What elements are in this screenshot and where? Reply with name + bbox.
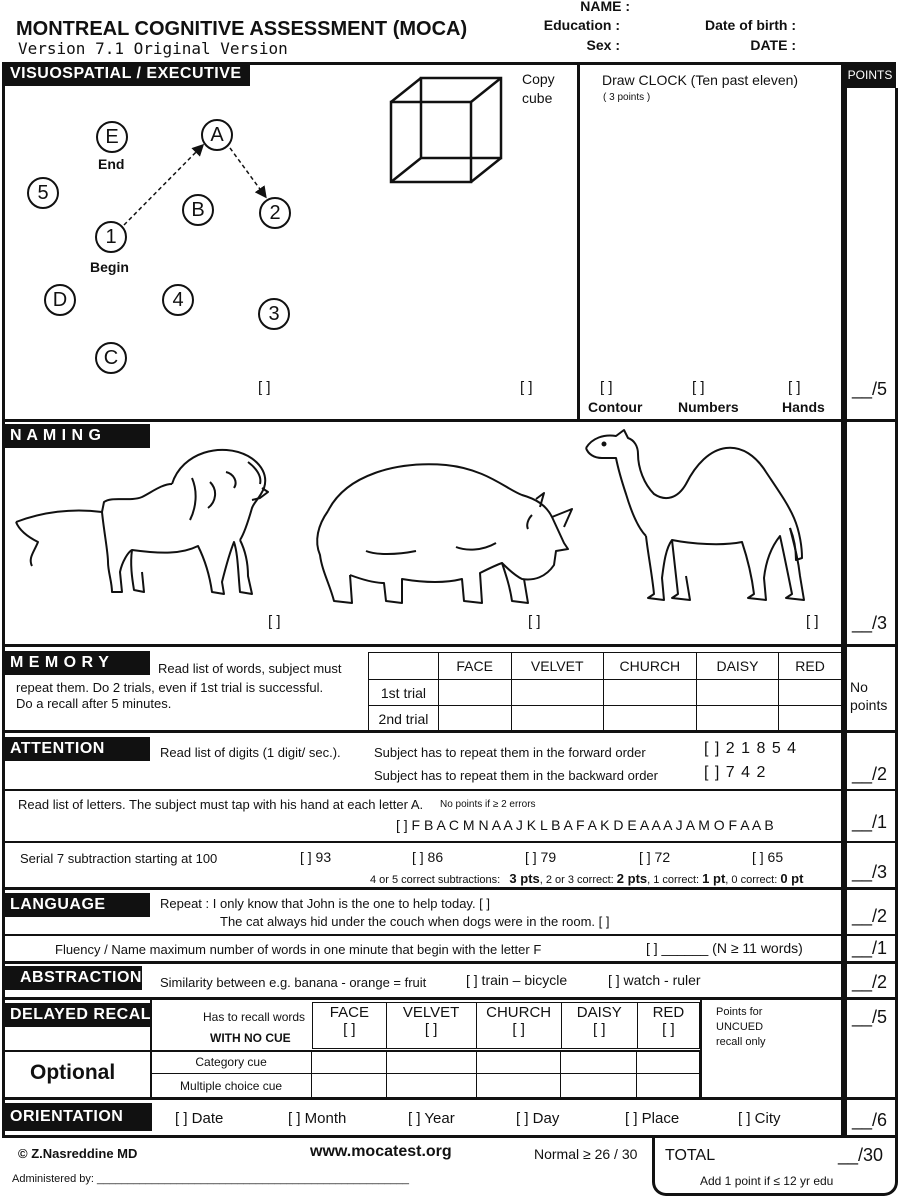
clock-contour-checkbox[interactable]: [ ] <box>600 379 613 396</box>
copy-cube-label: Copy cube <box>522 71 555 106</box>
naming-tag: N A M I N G <box>2 424 150 448</box>
naming-score: __/3 <box>852 613 888 633</box>
cue-cell[interactable] <box>476 1051 560 1074</box>
delayed-recall-tag: DELAYED RECALL <box>2 1003 150 1027</box>
abstraction-score: __/2 <box>852 972 888 992</box>
serial-instruction: Serial 7 subtraction starting at 100 <box>20 851 218 866</box>
cube-checkbox[interactable]: [ ] <box>520 379 533 396</box>
numbers-label: Numbers <box>678 399 739 415</box>
abstraction-watch-ruler[interactable]: [ ] watch - ruler <box>608 972 701 988</box>
serial-scoring: 4 or 5 correct subtractions: 3 pts, 2 or 3 correct: 2 pts, 1 correct: 1 pt, 0 correct: 0 pt <box>370 871 804 886</box>
letters-score: __/1 <box>852 812 888 832</box>
no-cue-label: WITH NO CUE <box>210 1031 291 1045</box>
serial-score: __/3 <box>852 862 888 882</box>
memory-instr-1: Read list of words, subject must <box>158 661 342 676</box>
orientation-day[interactable]: [ ] Day <box>516 1110 560 1127</box>
uncued-note: Points for UNCUED recall only <box>716 1006 766 1048</box>
repeat-sentence-2[interactable]: The cat always hid under the couch when dogs were in the room. [ ] <box>220 914 610 929</box>
memory-instr-3: Do a recall after 5 minutes. <box>16 696 172 711</box>
cue-cell[interactable] <box>637 1074 700 1098</box>
trail-end-label: End <box>98 156 125 172</box>
repeat-score: __/2 <box>852 906 888 926</box>
version-label: Version 7.1 Original Version <box>18 39 288 58</box>
recall-word: DAISY <box>576 1004 622 1021</box>
backward-digits[interactable]: [ ] 7 4 2 <box>704 764 767 781</box>
trail-node-a: A <box>201 119 233 151</box>
repeat-sentence-1[interactable]: Repeat : I only know that John is the one to help today. [ ] <box>160 896 491 911</box>
serial-86[interactable]: [ ] 86 <box>412 849 444 865</box>
forward-digits[interactable]: [ ] 2 1 8 5 4 <box>704 740 798 757</box>
hands-label: Hands <box>782 399 825 415</box>
education-label: Education : <box>543 17 620 33</box>
memory-word: VELVET <box>511 653 603 680</box>
orientation-city[interactable]: [ ] City <box>738 1110 781 1127</box>
cue-cell[interactable] <box>637 1051 700 1074</box>
administered-by[interactable]: Administered by: ___________________________________________________ <box>12 1173 409 1185</box>
orientation-month[interactable]: [ ] Month <box>288 1110 347 1127</box>
fluency-score: __/1 <box>852 938 888 958</box>
abstraction-instruction: Similarity between e.g. banana - orange = fruit <box>160 975 427 990</box>
memory-tag: M E M O R Y <box>2 651 150 675</box>
mc-cue-label: Multiple choice cue <box>151 1074 312 1098</box>
trail-node-1: 1 <box>95 221 127 253</box>
date-label: DATE : <box>750 37 796 53</box>
recall-words-table <box>312 1002 700 1049</box>
recall-word: FACE <box>329 1004 369 1021</box>
rhino-image <box>306 455 574 613</box>
abstraction-train-bicycle[interactable]: [ ] train – bicycle <box>466 972 568 988</box>
memory-no-points: No points <box>850 679 888 713</box>
naming-lion-checkbox[interactable]: [ ] <box>268 613 281 630</box>
memory-word: DAISY <box>696 653 778 680</box>
contour-label: Contour <box>588 399 643 415</box>
abstraction-tag: ABSTRACTION <box>2 966 142 990</box>
clock-numbers-checkbox[interactable]: [ ] <box>692 379 705 396</box>
digits-instruction: Read list of digits (1 digit/ sec.). <box>160 745 341 760</box>
cue-table <box>150 1050 700 1098</box>
divider <box>2 934 898 936</box>
trial-1-label: 1st trial <box>369 680 439 706</box>
memory-word: FACE <box>438 653 511 680</box>
recall-word: VELVET <box>402 1004 460 1021</box>
fluency-instruction: Fluency / Name maximum number of words in one minute that begin with the letter F <box>55 942 542 957</box>
divider <box>2 841 898 843</box>
trail-node-4: 4 <box>162 284 194 316</box>
naming-rhino-checkbox[interactable]: [ ] <box>528 613 541 630</box>
fluency-answer[interactable]: [ ] ______ (N ≥ 11 words) <box>646 940 803 956</box>
trial-2-label: 2nd trial <box>369 706 439 732</box>
recall-word: CHURCH <box>486 1004 552 1021</box>
copyright: © Z.Nasreddine MD <box>18 1146 138 1161</box>
trail-node-2: 2 <box>259 197 291 229</box>
letters-instruction: Read list of letters. The subject must tap with his hand at each letter A. <box>18 797 424 812</box>
trial-cell[interactable] <box>696 680 778 706</box>
serial-93[interactable]: [ ] 93 <box>300 849 332 865</box>
clock-title: Draw CLOCK (Ten past eleven) <box>602 72 799 88</box>
memory-word: RED <box>779 653 842 680</box>
forward-instruction: Subject has to repeat them in the forward order <box>374 745 646 760</box>
total-score: __/30 <box>838 1145 884 1165</box>
orientation-year[interactable]: [ ] Year <box>408 1110 455 1127</box>
orientation-date[interactable]: [ ] Date <box>175 1110 224 1127</box>
recall-checkbox[interactable]: [ ] <box>512 1021 525 1038</box>
letters-no-points: No points if ≥ 2 errors <box>440 799 536 810</box>
language-tag: LANGUAGE <box>2 893 150 917</box>
cue-cell[interactable] <box>312 1074 386 1098</box>
normal-range: Normal ≥ 26 / 30 <box>534 1146 638 1162</box>
recall-checkbox[interactable]: [ ] <box>343 1021 356 1038</box>
divider <box>700 1000 702 1100</box>
education-adjustment: Add 1 point if ≤ 12 yr edu <box>700 1174 834 1188</box>
serial-72[interactable]: [ ] 72 <box>639 849 671 865</box>
trial-cell[interactable] <box>438 680 511 706</box>
memory-trials-table <box>368 652 842 732</box>
lion-image <box>12 442 272 612</box>
cue-cell[interactable] <box>386 1051 476 1074</box>
recall-checkbox[interactable]: [ ] <box>662 1021 675 1038</box>
recall-instruction: Has to recall words <box>203 1010 306 1024</box>
total-label: TOTAL <box>665 1147 716 1164</box>
trial-cell[interactable] <box>603 680 696 706</box>
trail-node-5: 5 <box>27 177 59 209</box>
orientation-place[interactable]: [ ] Place <box>625 1110 680 1127</box>
serial-65[interactable]: [ ] 65 <box>752 849 784 865</box>
serial-79[interactable]: [ ] 79 <box>525 849 557 865</box>
memory-instr-2: repeat them. Do 2 trials, even if 1st trial is successful. <box>16 680 324 695</box>
orientation-tag: ORIENTATION <box>2 1103 152 1131</box>
trial-cell[interactable] <box>696 706 778 732</box>
trail-node-b: B <box>182 194 214 226</box>
divider <box>2 789 898 791</box>
orientation-score: __/6 <box>852 1110 888 1130</box>
trail-node-c: C <box>95 342 127 374</box>
trial-cell[interactable] <box>603 706 696 732</box>
points-header: POINTS <box>844 62 896 88</box>
trial-cell[interactable] <box>779 706 842 732</box>
dob-label: Date of birth : <box>705 17 796 33</box>
recall-checkbox[interactable]: [ ] <box>424 1021 438 1038</box>
name-label: NAME : <box>580 0 630 14</box>
clock-subtitle: ( 3 points ) <box>603 92 651 103</box>
category-cue-label: Category cue <box>151 1051 312 1074</box>
trial-cell[interactable] <box>511 680 603 706</box>
memory-word: CHURCH <box>603 653 696 680</box>
naming-camel-checkbox[interactable]: [ ] <box>806 613 819 630</box>
trail-arrows <box>0 0 900 430</box>
sex-label: Sex : <box>586 37 620 53</box>
page-title: MONTREAL COGNITIVE ASSESSMENT (MOCA) <box>16 18 468 40</box>
cube-figure <box>385 72 510 190</box>
trail-node-3: 3 <box>258 298 290 330</box>
trail-checkbox[interactable]: [ ] <box>258 379 271 396</box>
visuospatial-score: __/5 <box>852 379 888 399</box>
recall-word: RED <box>652 1004 685 1021</box>
visuospatial-tag: VISUOSPATIAL / EXECUTIVE <box>2 62 250 86</box>
trial-cell[interactable] <box>779 680 842 706</box>
website-link[interactable]: www.mocatest.org <box>310 1143 452 1160</box>
trail-node-d: D <box>44 284 76 316</box>
recall-checkbox[interactable]: [ ] <box>593 1021 606 1038</box>
letters-sequence[interactable]: [ ] F B A C M N A A J K L B A F A K D E A A A J A M O F A A B <box>396 817 774 833</box>
trial-cell[interactable] <box>511 706 603 732</box>
backward-instruction: Subject has to repeat them in the backward order <box>374 768 658 783</box>
cue-cell[interactable] <box>560 1074 636 1098</box>
trail-begin-label: Begin <box>90 259 129 275</box>
cue-cell[interactable] <box>476 1074 560 1098</box>
cue-cell[interactable] <box>560 1051 636 1074</box>
clock-hands-checkbox[interactable]: [ ] <box>788 379 801 396</box>
optional-label: Optional <box>30 1061 116 1084</box>
delayed-recall-score: __/5 <box>852 1007 888 1027</box>
attention-tag: ATTENTION <box>2 737 150 761</box>
trial-cell[interactable] <box>438 706 511 732</box>
trail-node-e: E <box>96 121 128 153</box>
digits-score: __/2 <box>852 764 888 784</box>
cue-cell[interactable] <box>312 1051 386 1074</box>
camel-image <box>582 428 812 613</box>
cue-cell[interactable] <box>386 1074 476 1098</box>
